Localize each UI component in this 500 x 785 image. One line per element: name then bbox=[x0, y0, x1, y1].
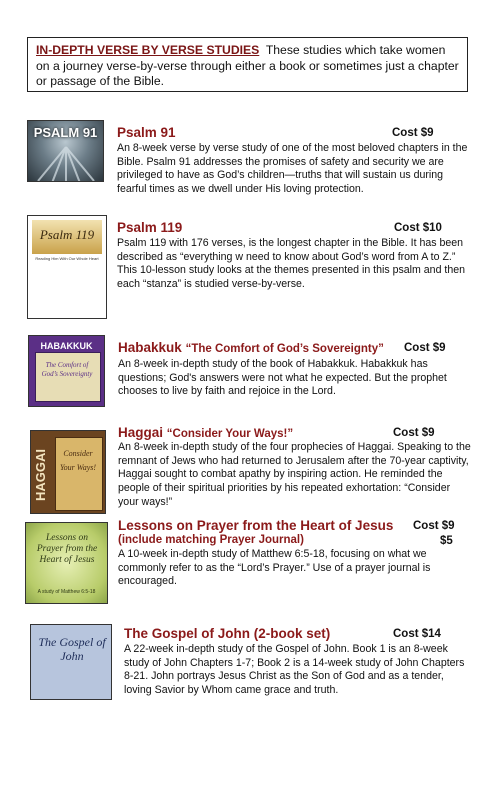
habakkuk-subtitle: “The Comfort of God’s Sovereignty” bbox=[185, 343, 384, 355]
haggai-cover[interactable] bbox=[30, 430, 106, 514]
psalm-119-cover-title: Psalm 119 bbox=[39, 227, 95, 242]
haggai-title: Haggai bbox=[118, 425, 164, 440]
psalm-91-description: An 8-week verse by verse study of one of the most beloved chapters in the Bible. Psalm 91 addresses the promises of safety and security we are privileged to have as God’s children—truths that will sustain us during fearful times as we dwell under His loving protection. bbox=[117, 142, 468, 196]
intro-heading: IN-DEPTH VERSE BY VERSE STUDIES bbox=[36, 43, 260, 57]
habakkuk-title: Habakkuk bbox=[118, 340, 182, 355]
habakkuk-cover-title: HABAKKUK bbox=[40, 341, 93, 351]
psalm-119-cost: Cost $10 bbox=[394, 222, 442, 234]
haggai-cost: Cost $9 bbox=[393, 427, 435, 439]
prayer-subtitle: (include matching Prayer Journal) bbox=[118, 534, 304, 546]
prayer-title: Lessons on Prayer from the Heart of Jesus bbox=[118, 518, 394, 533]
habakkuk-cover[interactable] bbox=[28, 335, 105, 407]
john-subtitle: (2-book set) bbox=[253, 626, 331, 641]
prayer-description: A 10-week in-depth study of Matthew 6:5-18, focusing on what we commonly refer to as the “Lord’s Prayer.” Use of a prayer journal is encouraged. bbox=[118, 548, 431, 588]
habakkuk-cover-subtitle: The Comfort of God’s Sovereignty bbox=[41, 361, 93, 378]
john-cover[interactable] bbox=[30, 624, 112, 700]
haggai-description: An 8-week in-depth study of the four prophecies of Haggai. Speaking to the remnant of Jews who had returned to Jerusalem after the 70-year captivity, Haggai sought to combat apathy by inspiring action. He reminded the people of their spiritual priorities by his repeated exhortation: “Consider your ways!” bbox=[118, 441, 471, 508]
psalm-91-cover-title: PSALM 91 bbox=[33, 125, 98, 140]
john-title: The Gospel of John bbox=[124, 626, 251, 641]
psalm-119-cover[interactable] bbox=[27, 215, 107, 319]
psalm-119-description: Psalm 119 with 176 verses, is the longest chapter in the Bible. It has been described as “everything w need to know about God’s word from A to Z.” This 10-lesson study looks at the themes presented in this psalm and then each “stanza” is studied verse-by-verse. bbox=[117, 237, 466, 291]
john-cover-title: The Gospel of John bbox=[38, 635, 106, 663]
haggai-cover-title: HAGGAI bbox=[33, 449, 48, 501]
psalm-119-cover-subtitle: Reading Him With Our Whole Heart bbox=[35, 256, 99, 261]
prayer-cover-subtitle: A study of Matthew 6:5-18 bbox=[37, 589, 96, 595]
john-title-line bbox=[124, 626, 330, 641]
psalm-91-title: Psalm 91 bbox=[117, 125, 176, 140]
haggai-title-line bbox=[118, 425, 293, 440]
haggai-subtitle: “Consider Your Ways!” bbox=[166, 428, 294, 440]
prayer-journal-cost: $5 bbox=[440, 535, 453, 547]
habakkuk-title-line bbox=[118, 340, 384, 355]
habakkuk-description: An 8-week in-depth study of the book of Habakkuk. Habakkuk has questions; God's answers were not what he expected. But the prophet chooses to live by faith and rejoice in the Lord. bbox=[118, 358, 447, 398]
intro-box bbox=[27, 37, 468, 92]
psalm-119-title: Psalm 119 bbox=[117, 220, 183, 235]
feathers-icon bbox=[28, 141, 104, 182]
psalm-91-cover[interactable] bbox=[27, 120, 104, 182]
haggai-cover-subtitle: Consider Your Ways! bbox=[59, 449, 97, 472]
psalm-91-cost: Cost $9 bbox=[392, 127, 434, 139]
prayer-cover-title: Lessons on Prayer from the Heart of Jesus bbox=[36, 533, 98, 565]
john-cost: Cost $14 bbox=[393, 628, 441, 640]
habakkuk-cost: Cost $9 bbox=[404, 342, 446, 354]
prayer-cover[interactable] bbox=[25, 522, 108, 604]
prayer-cost: Cost $9 bbox=[413, 520, 455, 532]
intro-text: These studies which take women on a journey verse-by-verse through either a book or sometimes just a chapter or passage of the Bible. bbox=[36, 43, 459, 88]
john-description: A 22-week in-depth study of the Gospel of John. Book 1 is an 8-week study of John Chapters 1-7; Book 2 is a 14-week study of John Chapters 8-21. John portrays Jesus Christ as the Son of God and as a tender, loving Savior by Whom came grace and truth. bbox=[124, 643, 465, 697]
